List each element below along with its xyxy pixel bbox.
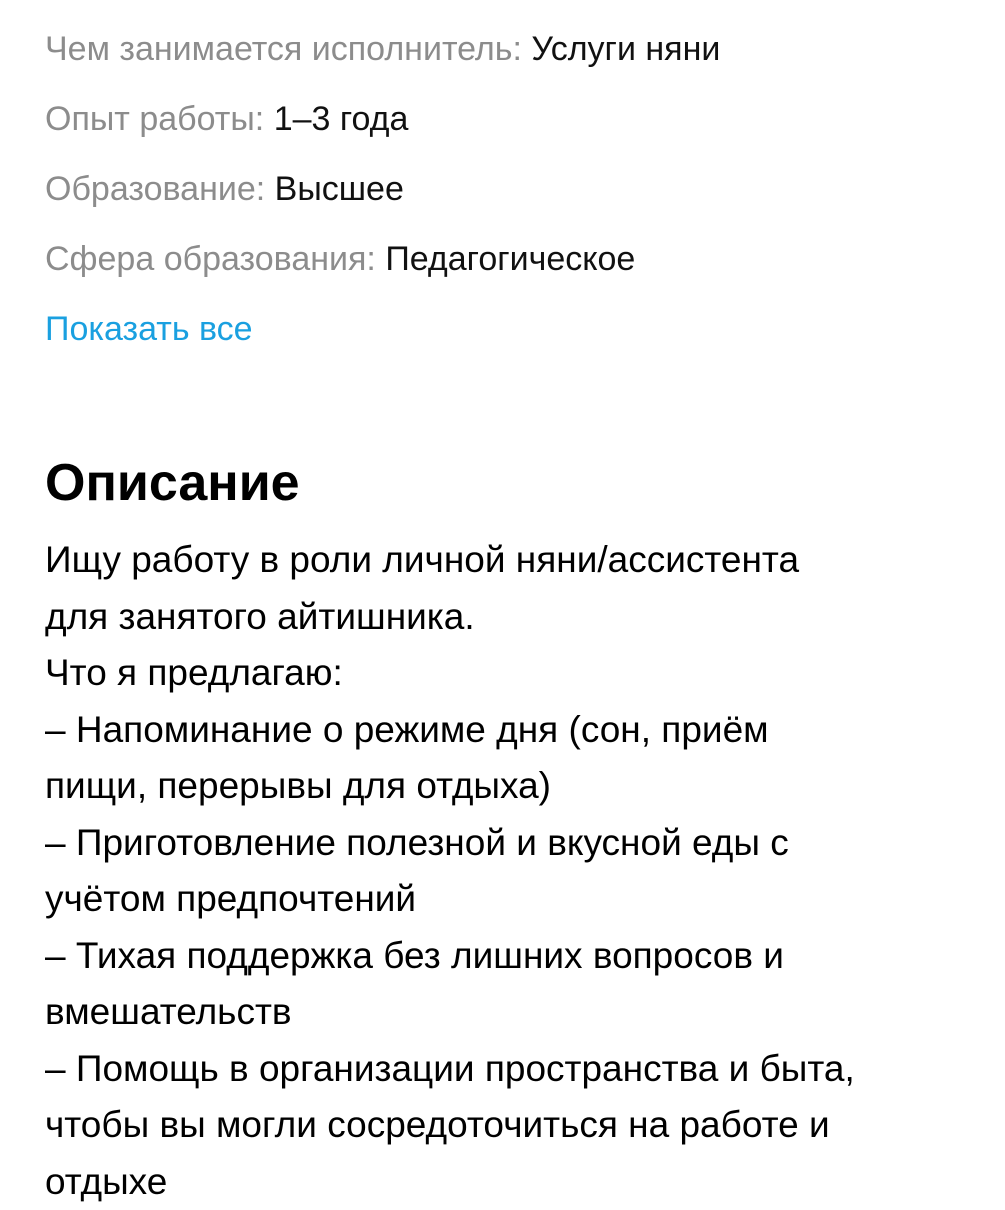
description-title: Описание [45, 446, 957, 520]
description-line: для занятого айтишника. [45, 589, 957, 646]
show-all-link[interactable]: Показать все [45, 294, 253, 364]
param-value: 1–3 года [274, 100, 409, 138]
param-row-education-field [45, 224, 957, 294]
description-line: учётом предпочтений [45, 871, 957, 928]
param-value: Услуги няни [531, 30, 720, 68]
param-row-education [45, 154, 957, 224]
param-value: Высшее [275, 170, 404, 208]
description-line: отдыхе [45, 1154, 957, 1210]
description-line: – Приготовление полезной и вкусной еды с [45, 815, 957, 872]
param-row-experience [45, 84, 957, 154]
description-line: – Помощь в организации пространства и быта, [45, 1041, 957, 1098]
description-line: Ищу работу в роли личной няни/ассистента [45, 532, 957, 589]
description-line: – Тихая поддержка без лишних вопросов и [45, 928, 957, 985]
param-row-occupation [45, 14, 957, 84]
param-label: Опыт работы: [45, 100, 264, 138]
description-line: – Напоминание о режиме дня (сон, приём [45, 702, 957, 759]
param-label: Чем занимается исполнитель: [45, 30, 522, 68]
param-label: Образование: [45, 170, 265, 208]
description-text [45, 532, 957, 1210]
description-line: вмешательств [45, 984, 957, 1041]
description-line: чтобы вы могли сосредоточиться на работе и [45, 1097, 957, 1154]
description-line: Что я предлагаю: [45, 645, 957, 702]
parameters-list [45, 0, 957, 364]
description-line: пищи, перерывы для отдыха) [45, 758, 957, 815]
param-label: Сфера образования: [45, 240, 376, 278]
param-value: Педагогическое [385, 240, 635, 278]
